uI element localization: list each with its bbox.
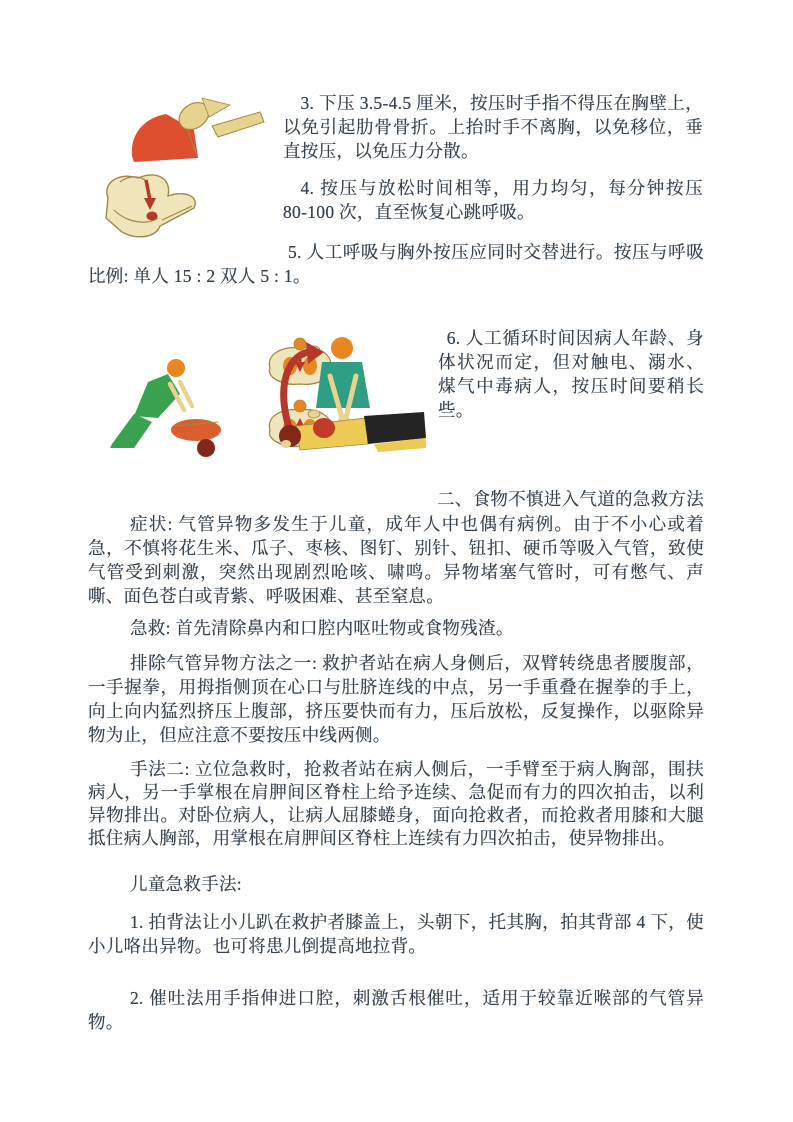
- cpr-compression-figure: [279, 337, 426, 452]
- para-item-6: 6. 人工循环时间因病人年龄、身体状况而定，但对触电、溺水、煤气中毒病人，按压时间要稍长些。: [438, 328, 704, 420]
- figure-cpr-illustrations: [108, 332, 426, 474]
- para-child-method-2: 2. 催吐法用手指伸进口腔，刺激舌根催吐，适用于较靠近喉部的气管异物。: [88, 988, 704, 1032]
- cpr-kneeling-figure: [110, 359, 221, 457]
- para-method-1: 排除气管异物方法之一: 救护者站在病人身侧后，双臂转绕患者腰腹部，一手握拳，用拇指侧顶在心口与肚脐连线的中点，另一手重叠在握拳的手上，向上向内猛烈挤压上腹部，挤压要快而有力，压后放松，反复操作，以驱除异物为止，但应注意不要按压中线两侧。: [88, 653, 704, 745]
- section2-title: 二、食物不慎进入气道的急救方法: [437, 489, 704, 509]
- para-symptoms: 症状: 气管异物多发生于儿童，成年人中也偶有病例。由于不小心或着急，不慎将花生米、瓜子、枣核、图钉、别针、钮扣、硬币等吸入气管，致使气管受到刺激，突然出现剧烈呛咳、啸鸣。异物堵塞气管时，可有憋气、声嘶、面色苍白或青紫、呼吸困难、甚至窒息。: [88, 514, 704, 606]
- para-method-2: 手法二: 立位急救时，抢救者站在病人侧后，一手臂至于病人胸部，围扶病人，另一手掌根在肩胛间区脊柱上给予连续、急促而有力的四次拍击，以利异物排出。对卧位病人，让病人屈膝蜷身，面向抢救者，而抢救者用膝和大腿抵住病人胸部，用掌根在肩胛间区脊柱上连续有力四次拍击，使异物排出。: [88, 759, 704, 848]
- para-item-4: 4. 按压与放松时间相等，用力均匀，每分钟按压 80-100 次，直至恢复心跳呼吸。: [283, 178, 703, 222]
- figure-head-tilt-and-compression-point: [96, 90, 284, 242]
- para-item-5: 5. 人工呼吸与胸外按压应同时交替进行。按压与呼吸比例: 单人 15 : 2 双人 5 : 1。: [88, 242, 704, 286]
- para-item-3: 3. 下压 3.5-4.5 厘米，按压时手指不得压在胸壁上，以免引起肋骨骨折。上抬时手不离胸，以免移位，垂直按压，以免压力分散。: [283, 93, 703, 161]
- compression-point-figure: [106, 175, 195, 237]
- para-first-aid: 急救: 首先清除鼻内和口腔内呕吐物或食物残渣。: [130, 618, 514, 638]
- para-child-method-1: 1. 拍背法让小儿趴在救护者膝盖上，头朝下，托其胸，拍其背部 4 下，使小儿咯出异物。也可将患儿倒提高地拉背。: [88, 912, 704, 956]
- para-children-title: 儿童急救手法:: [130, 874, 242, 894]
- head-tilt-figure: [132, 97, 264, 162]
